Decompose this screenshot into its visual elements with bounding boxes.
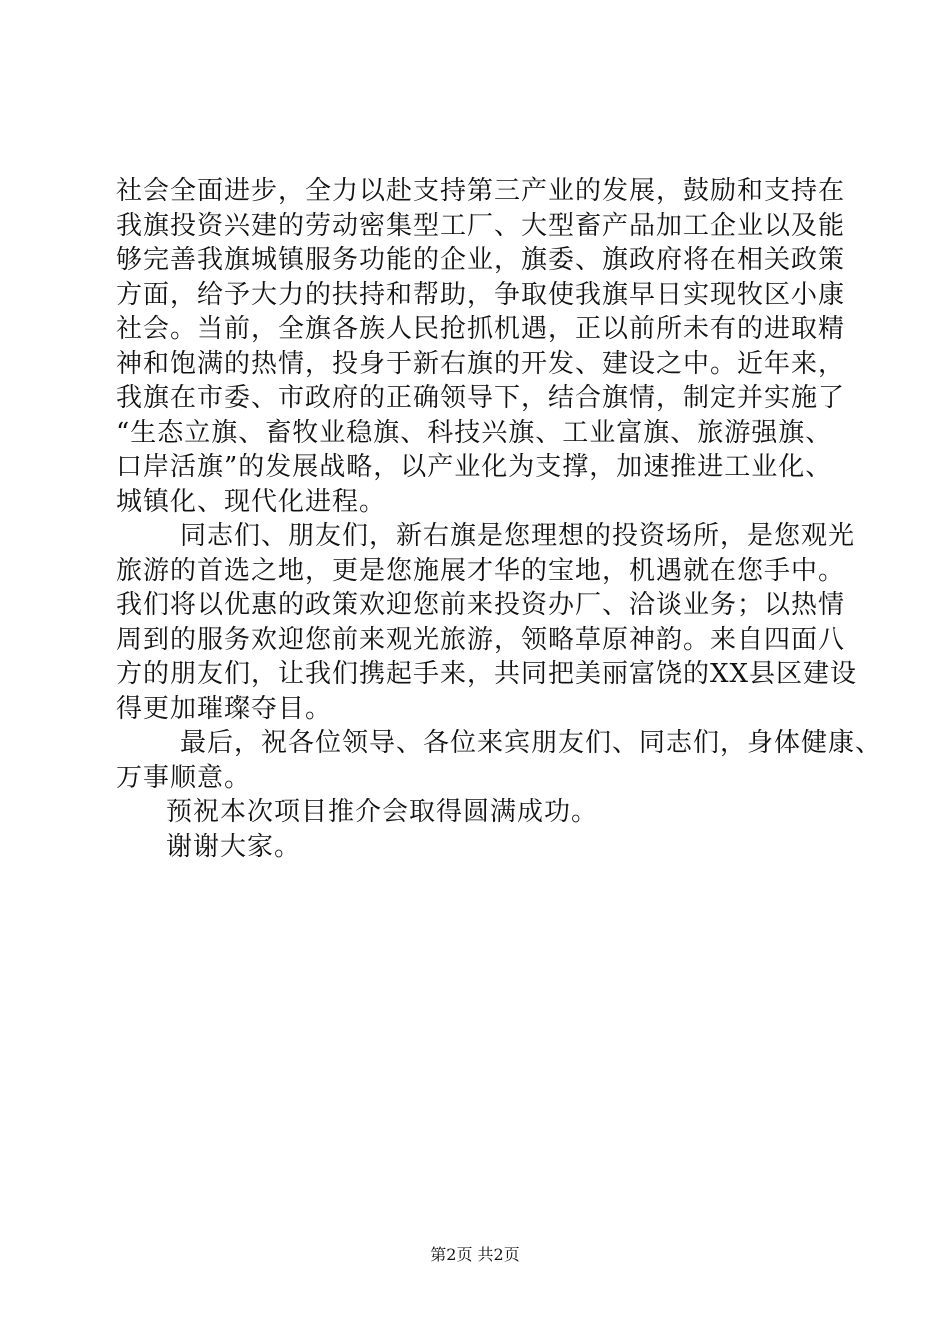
page-number-label: 第2页 共2页 xyxy=(430,1245,520,1264)
page-footer xyxy=(0,1245,950,1265)
text-line: 谢谢大家。 xyxy=(166,831,302,862)
text-line: 同志们、朋友们，新右旗是您理想的投资场所，是您观光 xyxy=(180,521,856,551)
text-line: 神和饱满的热情，投身于新右旗的开发、建设之中。近年来， xyxy=(116,348,846,379)
document-body xyxy=(116,174,883,864)
text-line: 我旗投资兴建的劳动密集型工厂、大型畜产品加工企业以及能 xyxy=(116,210,846,241)
text-line: 周到的服务欢迎您前来观光旅游，领略草原神韵。来自四面八 xyxy=(116,624,846,655)
text-line: 社会。当前，全旗各族人民抢抓机遇，正以前所未有的进取精 xyxy=(116,314,846,344)
paragraph-wishes xyxy=(116,726,883,795)
paragraph-continuation xyxy=(116,174,846,519)
text-line: 得更加璀璨夺目。 xyxy=(116,693,333,724)
text-line: 我们将以优惠的政策欢迎您前来投资办厂、洽谈业务；以热情 xyxy=(116,590,846,620)
paragraph-thanks xyxy=(116,830,836,865)
paragraph-success xyxy=(116,795,836,830)
text-line: “生态立旗、畜牧业稳旗、科技兴旗、工业富旗、旅游强旗、 xyxy=(116,417,833,448)
text-line: 口岸活旗”的发展战略，以产业化为支撑，加速推进工业化、 xyxy=(116,452,833,482)
text-line: 方的朋友们，让我们携起手来，共同把美丽富饶的XX县区建设 xyxy=(116,659,858,689)
text-line: 够完善我旗城镇服务功能的企业，旗委、旗政府将在相关政策 xyxy=(116,245,846,275)
paragraph-investment xyxy=(116,519,858,726)
text-line: 城镇化、现代化进程。 xyxy=(116,486,387,517)
text-line: 最后，祝各位领导、各位来宾朋友们、同志们，身体健康、 xyxy=(180,728,883,758)
text-line: 预祝本次项目推介会取得圆满成功。 xyxy=(166,797,599,827)
text-line: 社会全面进步，全力以赴支持第三产业的发展，鼓励和支持在 xyxy=(116,176,846,206)
text-line: 我旗在市委、市政府的正确领导下，结合旗情，制定并实施了 xyxy=(116,383,846,413)
text-line: 万事顺意。 xyxy=(116,762,252,793)
text-line: 方面，给予大力的扶持和帮助，争取使我旗早日实现牧区小康 xyxy=(116,279,846,310)
text-line: 旅游的首选之地，更是您施展才华的宝地，机遇就在您手中。 xyxy=(116,555,846,586)
